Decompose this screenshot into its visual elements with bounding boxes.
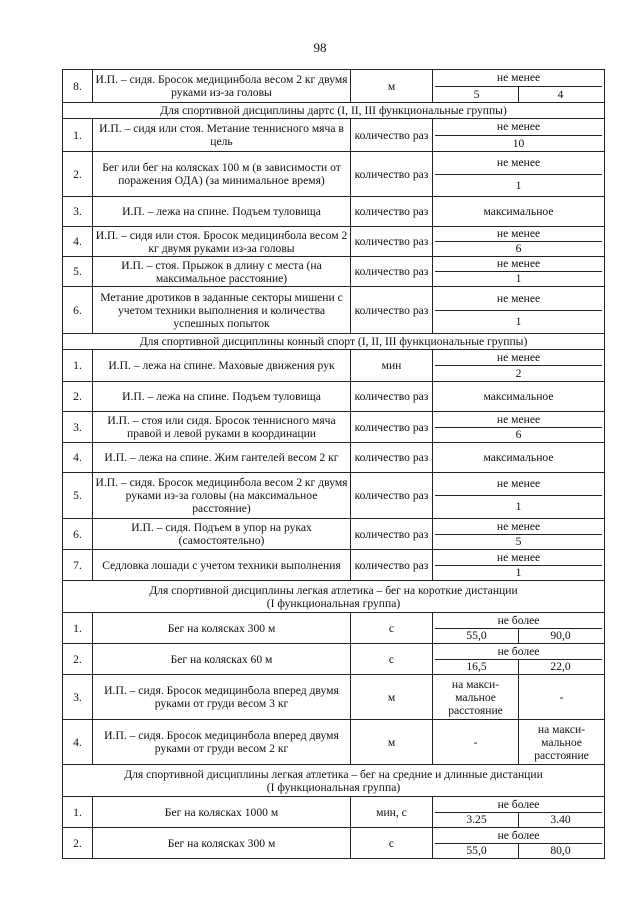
row-number: 2. (63, 828, 93, 859)
norm-cell (433, 350, 605, 382)
exercise-name: Бег на колясках 300 м (93, 613, 351, 644)
norm-value: - (519, 675, 605, 720)
requirement-label: не менее (496, 120, 541, 133)
norm-value: 1 (435, 271, 602, 286)
section-title (63, 581, 605, 613)
row-number: 7. (63, 550, 93, 581)
table-row (63, 350, 605, 382)
requirement-label: не менее (496, 257, 541, 270)
table-row (63, 473, 605, 519)
unit-cell: количество раз (351, 412, 433, 443)
exercise-name: И.П. – сидя. Подъем в упор на руках (самостоятельно) (93, 519, 351, 550)
table-row (63, 257, 605, 287)
requirement-label: максимальное (433, 443, 605, 473)
norm-value: 2 (435, 365, 602, 381)
norm-value: 80,0 (550, 844, 571, 857)
table-row (63, 382, 605, 412)
norm-cell (433, 797, 605, 828)
exercise-name: Метание дротиков в заданные секторы мишени с учетом техники выполнения и количества успешных попыток (93, 287, 351, 334)
norm-values (435, 843, 602, 858)
exercise-name: И.П. – лежа на спине. Жим гантелей весом 2 кг (93, 443, 351, 473)
norm-value: 1 (435, 174, 602, 196)
row-number: 2. (63, 644, 93, 675)
norm-value: 55,0 (435, 844, 519, 858)
requirement-label: не менее (496, 156, 541, 169)
requirement-label: максимальное (433, 197, 605, 227)
table-row (63, 550, 605, 581)
row-number: 3. (63, 197, 93, 227)
unit-cell: м (351, 720, 433, 765)
table-row (63, 828, 605, 859)
norm-cell (433, 70, 605, 103)
exercise-name: И.П. – сидя. Бросок медицинбола весом 2 кг двумя руками из-за головы (93, 70, 351, 103)
requirement-label: не более (497, 614, 540, 627)
norm-value: - (433, 720, 519, 765)
row-number: 1. (63, 350, 93, 382)
norm-value: 6 (435, 427, 602, 442)
exercise-name: И.П. – сидя. Бросок медицинбола вперед двумя руками от груди весом 2 кг (93, 720, 351, 765)
norm-value: 90,0 (550, 629, 571, 642)
row-number: 1. (63, 797, 93, 828)
norm-cell (433, 257, 605, 287)
unit-cell: количество раз (351, 382, 433, 412)
unit-cell: количество раз (351, 119, 433, 152)
section-title-line: Для спортивной дисциплины дартс (I, II, III функциональные группы) (160, 104, 507, 117)
table-row (63, 644, 605, 675)
row-number: 6. (63, 519, 93, 550)
table-row (63, 797, 605, 828)
exercise-name: Бег на колясках 1000 м (93, 797, 351, 828)
table-row (63, 613, 605, 644)
requirement-label: не более (497, 829, 540, 842)
unit-cell: количество раз (351, 519, 433, 550)
unit-cell: количество раз (351, 443, 433, 473)
exercise-name: И.П. – лежа на спине. Подъем туловища (93, 197, 351, 227)
norm-value: 16,5 (435, 660, 519, 674)
row-number: 6. (63, 287, 93, 334)
section-title-line: (I функциональная группа) (266, 780, 401, 794)
row-number: 5. (63, 473, 93, 519)
requirement-label: не менее (496, 351, 541, 364)
section-title-line: Для спортивной дисциплины конный спорт (I, II, III функциональные группы) (139, 335, 528, 348)
table-row (63, 70, 605, 103)
norm-cell (433, 287, 605, 334)
norm-value: 4 (557, 88, 564, 101)
unit-cell: с (351, 828, 433, 859)
table-row (63, 119, 605, 152)
table-row (63, 287, 605, 334)
norm-cell (433, 644, 605, 675)
row-number: 1. (63, 613, 93, 644)
section-title-line: (I функциональная группа) (266, 596, 401, 610)
exercise-name: И.П. – лежа на спине. Маховые движения рук (93, 350, 351, 382)
exercise-name: И.П. – сидя. Бросок медицинбола вперед двумя руками от груди весом 3 кг (93, 675, 351, 720)
unit-cell: м (351, 675, 433, 720)
norm-cell (433, 519, 605, 550)
unit-cell: м (351, 70, 433, 103)
row-number: 4. (63, 720, 93, 765)
row-number: 3. (63, 412, 93, 443)
table-row (63, 720, 605, 765)
exercise-name: И.П. – сидя. Бросок медицинбола весом 2 кг двумя руками из-за головы (на максимальное расстояние) (93, 473, 351, 519)
section-title (63, 103, 605, 119)
norm-value: 5 (435, 534, 602, 549)
requirement-label: не менее (496, 551, 541, 564)
norm-cell (433, 119, 605, 152)
row-number: 1. (63, 119, 93, 152)
row-number: 3. (63, 675, 93, 720)
norm-cell (433, 550, 605, 581)
section-title-line: Для спортивной дисциплины легкая атлетика – бег на средние и длинные дистанции (124, 767, 543, 781)
section-row (63, 765, 605, 797)
norm-value: 10 (435, 135, 602, 151)
norm-value: 55,0 (435, 629, 519, 643)
norm-value: на макси-мальное расстояние (433, 675, 519, 720)
norm-value: 6 (435, 241, 602, 256)
row-number: 4. (63, 443, 93, 473)
norm-values (435, 628, 602, 643)
requirement-label: не более (497, 798, 540, 811)
table-row (63, 227, 605, 257)
exercise-name: И.П. – стоя или сидя. Бросок теннисного мяча правой и левой руками в координации (93, 412, 351, 443)
requirement-label: не менее (496, 520, 541, 533)
table-row (63, 152, 605, 197)
row-number: 2. (63, 152, 93, 197)
exercise-name: И.П. – сидя или стоя. Бросок медицинбола весом 2 кг двумя руками из-за головы (93, 227, 351, 257)
exercise-name: Бег на колясках 300 м (93, 828, 351, 859)
table-row (63, 412, 605, 443)
norm-value: 1 (435, 565, 602, 580)
norm-cell (433, 412, 605, 443)
norm-cell (433, 227, 605, 257)
exercise-name: И.П. – стоя. Прыжок в длину с места (на максимальное расстояние) (93, 257, 351, 287)
unit-cell: количество раз (351, 197, 433, 227)
row-number: 8. (63, 70, 93, 103)
exercise-name: И.П. – сидя или стоя. Метание теннисного мяча в цель (93, 119, 351, 152)
exercise-name: И.П. – лежа на спине. Подъем туловища (93, 382, 351, 412)
section-title (63, 765, 605, 797)
table-row (63, 443, 605, 473)
section-title (63, 334, 605, 350)
row-number: 4. (63, 227, 93, 257)
unit-cell: мин (351, 350, 433, 382)
requirement-label: максимальное (433, 382, 605, 412)
norms-table (62, 69, 605, 859)
requirement-label: не менее (496, 413, 541, 426)
row-number: 2. (63, 382, 93, 412)
norm-cell (433, 152, 605, 197)
section-row (63, 581, 605, 613)
norm-cell (433, 473, 605, 519)
requirement-label: не менее (496, 477, 541, 490)
exercise-name: Бег на колясках 60 м (93, 644, 351, 675)
section-title-line: Для спортивной дисциплины легкая атлетика – бег на короткие дистанции (149, 583, 518, 597)
norm-cell (433, 613, 605, 644)
page-number: 98 (313, 40, 327, 55)
norm-cell (433, 828, 605, 859)
exercise-name: Седловка лошади с учетом техники выполнения (93, 550, 351, 581)
row-number: 5. (63, 257, 93, 287)
unit-cell: мин, с (351, 797, 433, 828)
requirement-label: не менее (496, 292, 541, 305)
table-row (63, 675, 605, 720)
norm-value: 1 (435, 495, 602, 518)
norm-values (435, 812, 602, 827)
exercise-name: Бег или бег на колясках 100 м (в зависимости от поражения ОДА) (за минимальное время) (93, 152, 351, 197)
norm-value: 1 (435, 310, 602, 333)
requirement-label: не более (497, 645, 540, 658)
unit-cell: количество раз (351, 287, 433, 334)
unit-cell: количество раз (351, 152, 433, 197)
norm-values (435, 86, 602, 102)
norm-values (435, 659, 602, 674)
table-row (63, 519, 605, 550)
norm-value: 3.40 (550, 813, 571, 826)
unit-cell: количество раз (351, 473, 433, 519)
unit-cell: количество раз (351, 550, 433, 581)
section-row (63, 334, 605, 350)
requirement-label: не менее (496, 227, 541, 240)
requirement-label: не менее (496, 71, 541, 84)
table-row (63, 197, 605, 227)
section-row (63, 103, 605, 119)
unit-cell: количество раз (351, 257, 433, 287)
norm-value: 5 (435, 87, 519, 102)
unit-cell: с (351, 613, 433, 644)
norm-value: на макси-мальное расстояние (519, 720, 605, 765)
unit-cell: количество раз (351, 227, 433, 257)
norm-value: 22,0 (550, 660, 571, 673)
unit-cell: с (351, 644, 433, 675)
norm-value: 3.25 (435, 813, 519, 827)
